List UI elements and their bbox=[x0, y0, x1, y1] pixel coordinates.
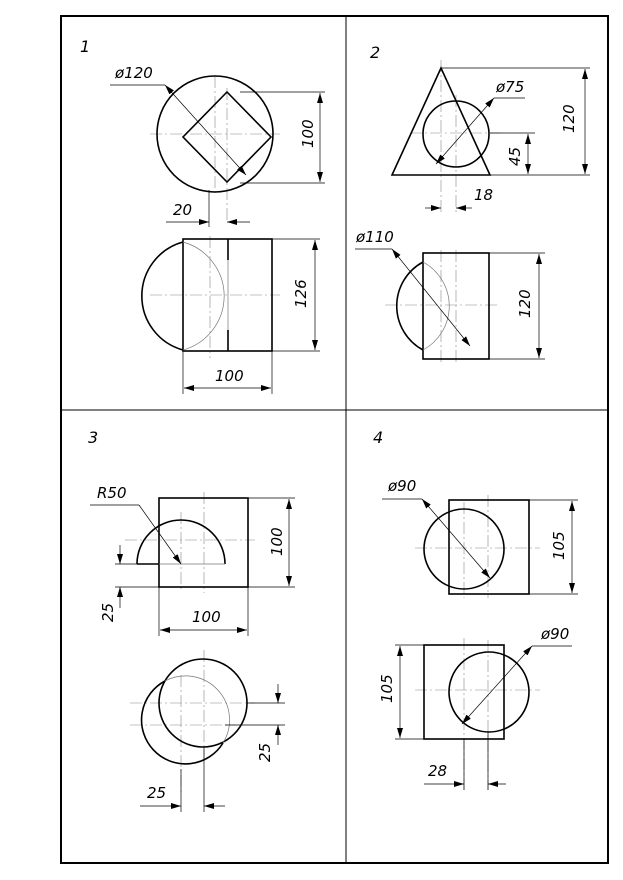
dim-126-height: 126 bbox=[292, 279, 310, 308]
section-4 bbox=[373, 428, 578, 790]
dim-120-height: 120 bbox=[560, 104, 578, 133]
dim-20-offset: 20 bbox=[173, 201, 193, 219]
dim-100-width: 100 bbox=[192, 608, 221, 626]
cylinder-top-circle-b bbox=[142, 681, 223, 764]
section-4-number: 4 bbox=[373, 428, 384, 447]
dim-25-bottom: 25 bbox=[147, 784, 167, 802]
dim-100-width: 100 bbox=[215, 367, 244, 385]
dia-75-label: ø75 bbox=[496, 78, 525, 96]
dim-25-offset: 25 bbox=[99, 602, 117, 622]
section-1-number: 1 bbox=[80, 37, 91, 56]
dim-100-height: 100 bbox=[299, 119, 317, 148]
section-1 bbox=[80, 37, 325, 394]
dia-110-label: ø110 bbox=[356, 228, 394, 246]
dim-100-height: 100 bbox=[268, 527, 286, 556]
radius-50-label: R50 bbox=[97, 484, 127, 502]
section-2 bbox=[355, 43, 590, 362]
dia-90-label: ø90 bbox=[388, 477, 417, 495]
dim-105-height: 105 bbox=[550, 531, 568, 560]
dia-90-label-2: ø90 bbox=[541, 625, 570, 643]
dia-120-label: ø120 bbox=[115, 64, 153, 82]
sheet-frame bbox=[61, 16, 608, 863]
dim-105-height-2: 105 bbox=[378, 674, 396, 703]
dim-45-low: 45 bbox=[506, 146, 524, 166]
section-2-number: 2 bbox=[370, 43, 381, 62]
cube-front-rect bbox=[159, 498, 248, 587]
section-3-number: 3 bbox=[88, 428, 99, 447]
section-3 bbox=[88, 428, 295, 812]
dim-120-front-height: 120 bbox=[516, 289, 534, 318]
cylinder-90-top-circle bbox=[449, 652, 529, 732]
dim-18-offset: 18 bbox=[474, 186, 494, 204]
dim-28-offset: 28 bbox=[428, 762, 448, 780]
dim-25-top-offset: 25 bbox=[256, 742, 274, 762]
